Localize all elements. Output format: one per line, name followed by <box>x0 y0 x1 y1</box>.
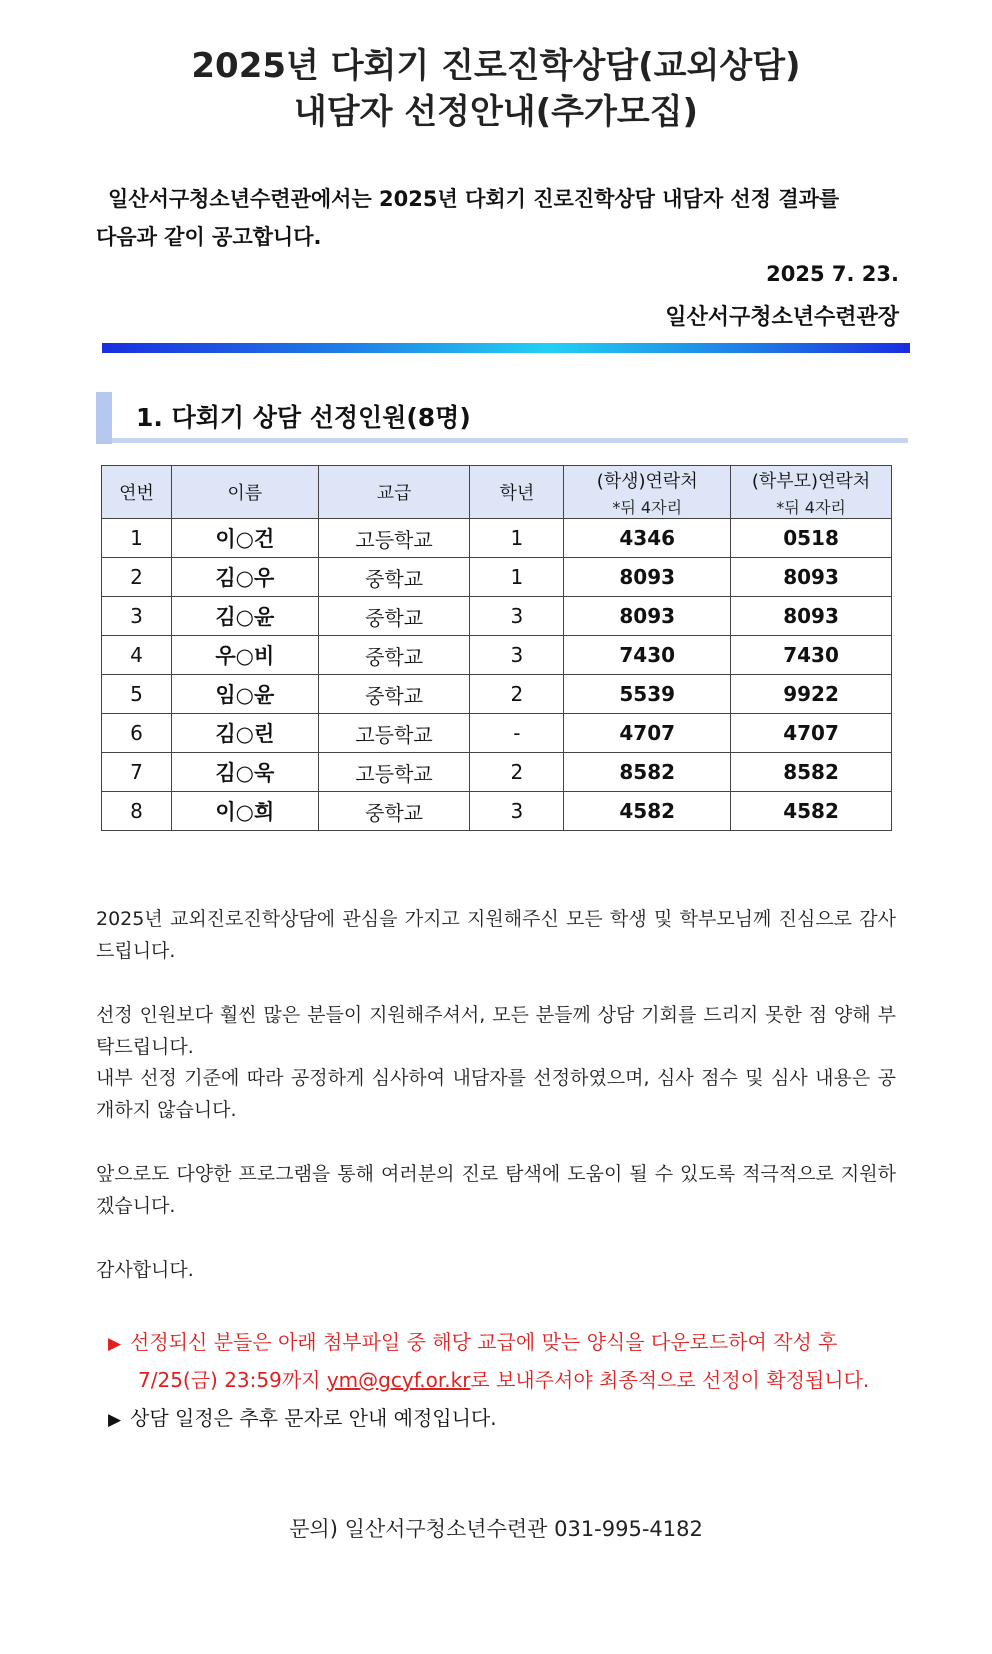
cell-student-phone: 8582 <box>564 753 731 792</box>
cell-student-phone: 4707 <box>564 714 731 753</box>
triangle-bullet-icon: ▶ <box>108 1410 122 1430</box>
cell-student-phone: 4582 <box>564 792 731 831</box>
table-row <box>102 714 892 753</box>
cell-grade: 1 <box>470 519 564 558</box>
header-parent-phone-note: *뒤 4자리 <box>776 497 846 517</box>
cell-no: 5 <box>102 675 172 714</box>
cell-parent-phone: 8093 <box>731 597 892 636</box>
section-title: 1. 다회기 상담 선정인원(8명) <box>136 403 471 432</box>
cell-level: 고등학교 <box>318 753 470 792</box>
cell-no: 4 <box>102 636 172 675</box>
closing-paragraph: 감사합니다. <box>96 1259 194 1281</box>
table-row <box>102 675 892 714</box>
cell-name: 김○우 <box>171 558 318 597</box>
header-parent-phone <box>731 466 892 519</box>
cell-parent-phone: 8093 <box>731 558 892 597</box>
section-heading <box>96 392 908 444</box>
table-row <box>102 792 892 831</box>
cell-student-phone: 7430 <box>564 636 731 675</box>
table-row <box>102 753 892 792</box>
table-row <box>102 558 892 597</box>
cell-level: 중학교 <box>318 675 470 714</box>
issuer-name: 일산서구청소년수련관장 <box>665 305 899 330</box>
cell-parent-phone: 0518 <box>731 519 892 558</box>
intro-text <box>96 180 906 256</box>
page-title-line2: 내담자 선정안내(추가모집) <box>293 92 699 132</box>
cell-level: 고등학교 <box>318 519 470 558</box>
cell-no: 3 <box>102 597 172 636</box>
cell-student-phone: 5539 <box>564 675 731 714</box>
cell-grade: - <box>470 714 564 753</box>
header-level: 교급 <box>318 466 470 519</box>
future-paragraph: 앞으로도 다양한 프로그램을 통해 여러분의 진로 탐색에 도움이 될 수 있도록 적극적으로 지원하겠습니다. <box>96 1163 896 1217</box>
header-student-phone <box>564 466 731 519</box>
deadline-text: 7/25(금) 23:59까지 <box>138 1368 327 1392</box>
cell-name: 김○린 <box>171 714 318 753</box>
cell-no: 7 <box>102 753 172 792</box>
table-row <box>102 597 892 636</box>
thanks-paragraph: 2025년 교외진로진학상담에 관심을 가지고 지원해주신 모든 학생 및 학부모님께 진심으로 감사드립니다. <box>96 908 896 962</box>
announcement-date: 2025 7. 23. <box>766 262 899 286</box>
cell-name: 임○윤 <box>171 675 318 714</box>
header-name: 이름 <box>171 466 318 519</box>
cell-grade: 3 <box>470 636 564 675</box>
cell-student-phone: 8093 <box>564 597 731 636</box>
header-student-phone-note: *뒤 4자리 <box>612 497 683 517</box>
schedule-notice <box>108 1400 898 1438</box>
cell-name: 이○희 <box>171 792 318 831</box>
contact-info: 문의) 일산서구청소년수련관 031-995-4182 <box>289 1517 703 1541</box>
cell-parent-phone: 4582 <box>731 792 892 831</box>
apology-paragraph: 선정 인원보다 훨씬 많은 분들이 지원해주셔서, 모든 분들께 상담 기회를 드리지 못한 점 양해 부탁드립니다. <box>96 1004 896 1058</box>
intro-line1: 일산서구청소년수련관에서는 2025년 다회기 진로진학상담 내담자 선정 결과를 <box>108 187 840 211</box>
cell-grade: 2 <box>470 675 564 714</box>
cell-grade: 1 <box>470 558 564 597</box>
criteria-paragraph: 내부 선정 기준에 따라 공정하게 심사하여 내담자를 선정하였으며, 심사 점수 및 심사 내용은 공개하지 않습니다. <box>96 1067 896 1121</box>
selection-table <box>101 465 892 831</box>
confirmation-text: 로 보내주셔야 최종적으로 선정이 확정됩니다. <box>470 1368 870 1392</box>
table-row <box>102 519 892 558</box>
header-parent-phone-label: (학부모)연락처 <box>751 470 871 492</box>
gradient-divider <box>102 343 910 353</box>
cell-student-phone: 4346 <box>564 519 731 558</box>
cell-grade: 3 <box>470 792 564 831</box>
cell-name: 김○욱 <box>171 753 318 792</box>
submission-notice-line1: 선정되신 분들은 아래 첨부파일 중 해당 교급에 맞는 양식을 다운로드하여 작성 후 <box>130 1330 838 1354</box>
cell-parent-phone: 7430 <box>731 636 892 675</box>
cell-no: 2 <box>102 558 172 597</box>
cell-parent-phone: 8582 <box>731 753 892 792</box>
submission-notice <box>108 1324 898 1398</box>
cell-name: 우○비 <box>171 636 318 675</box>
cell-grade: 3 <box>470 597 564 636</box>
section-underline <box>112 438 908 443</box>
cell-student-phone: 8093 <box>564 558 731 597</box>
intro-line2: 다음과 같이 공고합니다. <box>96 225 322 249</box>
table-row <box>102 636 892 675</box>
header-no: 연번 <box>102 466 172 519</box>
cell-level: 중학교 <box>318 597 470 636</box>
page-title-line1: 2025년 다회기 진로진학상담(교외상담) <box>191 46 801 86</box>
cell-no: 8 <box>102 792 172 831</box>
table-header-row <box>102 466 892 519</box>
cell-level: 고등학교 <box>318 714 470 753</box>
schedule-notice-text: 상담 일정은 추후 문자로 안내 예정입니다. <box>130 1406 497 1430</box>
cell-parent-phone: 9922 <box>731 675 892 714</box>
cell-grade: 2 <box>470 753 564 792</box>
cell-no: 1 <box>102 519 172 558</box>
cell-name: 이○건 <box>171 519 318 558</box>
cell-no: 6 <box>102 714 172 753</box>
cell-level: 중학교 <box>318 792 470 831</box>
submission-notice-line2 <box>108 1362 898 1398</box>
header-student-phone-label: (학생)연락처 <box>596 470 698 492</box>
cell-level: 중학교 <box>318 558 470 597</box>
cell-name: 김○윤 <box>171 597 318 636</box>
section-marker <box>96 392 112 444</box>
triangle-bullet-icon: ▶ <box>108 1334 122 1354</box>
cell-level: 중학교 <box>318 636 470 675</box>
header-grade: 학년 <box>470 466 564 519</box>
cell-parent-phone: 4707 <box>731 714 892 753</box>
email-link[interactable]: ym@gcyf.or.kr <box>326 1368 471 1392</box>
